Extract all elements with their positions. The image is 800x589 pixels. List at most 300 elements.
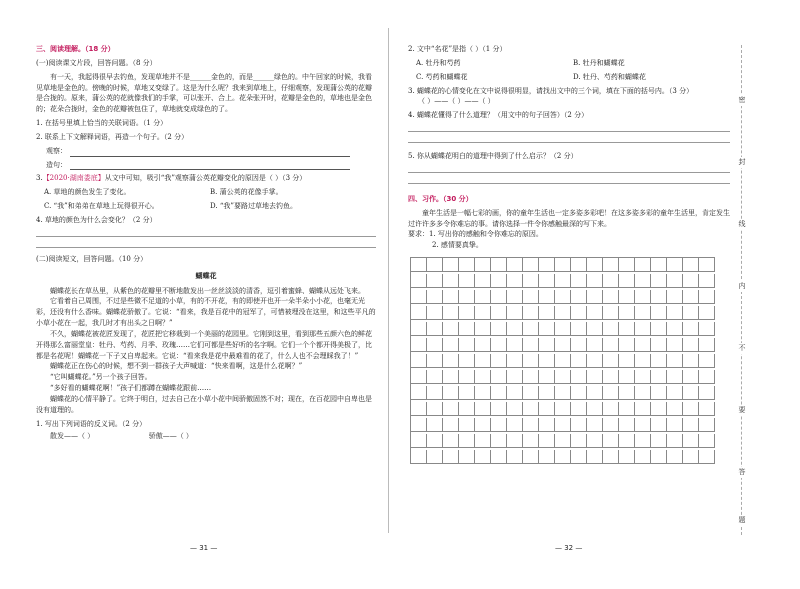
grid-cell[interactable] [699, 274, 715, 288]
grid-cell[interactable] [619, 290, 635, 304]
grid-cell[interactable] [667, 290, 683, 304]
grid-cell[interactable] [635, 258, 651, 272]
grid-cell[interactable] [587, 402, 603, 416]
grid-cell[interactable] [667, 322, 683, 336]
grid-cell[interactable] [491, 434, 507, 448]
grid-cell[interactable] [539, 434, 555, 448]
grid-cell[interactable] [603, 370, 619, 384]
grid-cell[interactable] [651, 258, 667, 272]
grid-cell[interactable] [699, 322, 715, 336]
grid-cell[interactable] [699, 306, 715, 320]
grid-cell[interactable] [459, 322, 475, 336]
grid-cell[interactable] [651, 434, 667, 448]
grid-cell[interactable] [603, 402, 619, 416]
grid-cell[interactable] [635, 290, 651, 304]
grid-cell[interactable] [651, 322, 667, 336]
grid-cell[interactable] [459, 434, 475, 448]
grid-cell[interactable] [491, 354, 507, 368]
grid-cell[interactable] [683, 322, 699, 336]
grid-cell[interactable] [411, 434, 427, 448]
grid-cell[interactable] [683, 354, 699, 368]
grid-cell[interactable] [571, 370, 587, 384]
grid-cell[interactable] [491, 258, 507, 272]
seal-char-4: 内 [738, 282, 746, 290]
right-q2-option-c[interactable]: C. 芍药和蝴蝶花 [416, 72, 468, 81]
grid-cell[interactable] [427, 290, 443, 304]
grid-cell[interactable] [683, 306, 699, 320]
grid-cell[interactable] [523, 290, 539, 304]
grid-cell[interactable] [507, 306, 523, 320]
grid-cell[interactable] [523, 434, 539, 448]
question-3 [36, 173, 376, 184]
grid-cell[interactable] [587, 386, 603, 400]
grid-cell[interactable] [475, 322, 491, 336]
grid-cell[interactable] [667, 258, 683, 272]
grid-cell[interactable] [619, 354, 635, 368]
grid-cell[interactable] [571, 386, 587, 400]
grid-cell[interactable] [411, 258, 427, 272]
grid-cell[interactable] [475, 306, 491, 320]
grid-cell[interactable] [571, 274, 587, 288]
right-q3-blanks[interactable]: （ ）——（ ）——（ ） [418, 97, 495, 106]
grid-cell[interactable] [603, 306, 619, 320]
grid-cell[interactable] [507, 402, 523, 416]
grid-cell[interactable] [635, 274, 651, 288]
q3-option-a[interactable]: A. 草地的颜色发生了变化。 [44, 188, 131, 197]
grid-cell[interactable] [667, 338, 683, 352]
grid-cell[interactable] [443, 274, 459, 288]
grid-cell[interactable] [443, 418, 459, 432]
grid-cell[interactable] [619, 306, 635, 320]
grid-cell[interactable] [587, 338, 603, 352]
story-para-4: 蝴蝶花正在伤心的时候，想不到一群孩子大声喊道：“快来看啊，这是什么花啊？” [50, 362, 303, 371]
grid-cell[interactable] [459, 306, 475, 320]
grid-cell[interactable] [539, 418, 555, 432]
grid-cell[interactable] [491, 338, 507, 352]
right-q5-answer-line-1[interactable] [408, 162, 730, 173]
grid-cell[interactable] [523, 274, 539, 288]
grid-cell[interactable] [555, 418, 571, 432]
grid-cell[interactable] [699, 258, 715, 272]
grid-cell[interactable] [667, 402, 683, 416]
grid-cell[interactable] [443, 386, 459, 400]
grid-cell[interactable] [539, 338, 555, 352]
grid-cell[interactable] [619, 450, 635, 464]
grid-cell[interactable] [635, 338, 651, 352]
grid-cell[interactable] [411, 354, 427, 368]
grid-cell[interactable] [683, 434, 699, 448]
writing-grid[interactable] [410, 257, 715, 464]
grid-cell[interactable] [523, 418, 539, 432]
grid-cell[interactable] [523, 338, 539, 352]
grid-cell[interactable] [427, 338, 443, 352]
grid-cell[interactable] [443, 370, 459, 384]
grid-cell[interactable] [683, 274, 699, 288]
right-q2-option-b[interactable]: B. 牡丹和蝴蝶花 [573, 58, 625, 67]
grid-cell[interactable] [635, 306, 651, 320]
grid-cell[interactable] [635, 386, 651, 400]
grid-cell[interactable] [555, 402, 571, 416]
sentence-label: 造句： [46, 160, 67, 169]
grid-cell[interactable] [651, 370, 667, 384]
grid-cell[interactable] [619, 370, 635, 384]
right-q4-answer-line-1[interactable] [408, 121, 730, 132]
observe-blank[interactable] [70, 149, 350, 157]
grid-cell[interactable] [699, 434, 715, 448]
q3-number: 3. [36, 174, 43, 183]
left-page [36, 44, 376, 442]
grid-cell[interactable] [475, 258, 491, 272]
grid-cell[interactable] [683, 290, 699, 304]
grid-cell[interactable] [619, 402, 635, 416]
grid-cell[interactable] [475, 370, 491, 384]
grid-cell[interactable] [459, 370, 475, 384]
grid-cell[interactable] [571, 402, 587, 416]
grid-cell[interactable] [699, 450, 715, 464]
q4-answer-line-1[interactable] [36, 226, 376, 237]
grid-cell[interactable] [619, 386, 635, 400]
grid-cell[interactable] [459, 354, 475, 368]
grid-cell[interactable] [587, 322, 603, 336]
grid-cell[interactable] [587, 258, 603, 272]
grid-cell[interactable] [491, 290, 507, 304]
grid-cell[interactable] [651, 354, 667, 368]
grid-cell[interactable] [619, 258, 635, 272]
grid-cell[interactable] [667, 370, 683, 384]
grid-cell[interactable] [555, 450, 571, 464]
grid-cell[interactable] [523, 370, 539, 384]
right-question-4: 4. 蝴蝶花懂得了什么道理？（用文中的句子回答）（2 分） [408, 111, 589, 120]
grid-cell[interactable] [587, 434, 603, 448]
grid-cell[interactable] [491, 418, 507, 432]
grid-cell[interactable] [683, 338, 699, 352]
grid-cell[interactable] [635, 370, 651, 384]
antonym-1[interactable]: 散发——（ ） [50, 432, 95, 441]
essay-requirement-1: 要求：1. 写出你的感触和令你难忘的原因。 [408, 230, 543, 239]
grid-cell[interactable] [651, 418, 667, 432]
grid-cell[interactable] [411, 418, 427, 432]
grid-cell[interactable] [443, 306, 459, 320]
grid-cell[interactable] [427, 450, 443, 464]
grid-cell[interactable] [443, 322, 459, 336]
right-q2-option-d[interactable]: D. 牡丹、芍药和蝴蝶花 [573, 72, 646, 81]
grid-cell[interactable] [539, 354, 555, 368]
grid-cell[interactable] [507, 258, 523, 272]
grid-cell[interactable] [539, 306, 555, 320]
grid-cell[interactable] [571, 354, 587, 368]
grid-cell[interactable] [411, 322, 427, 336]
q3-text: 从文中可知，吸引“我”观察蒲公英花瓣变化的原因是（ ）（3 分） [104, 174, 307, 183]
grid-cell[interactable] [603, 290, 619, 304]
grid-cell[interactable] [699, 386, 715, 400]
grid-cell[interactable] [539, 450, 555, 464]
story-para-3: 不久，蝴蝶花被花匠发现了，花匠把它移栽到一个美丽的花园里。它刚到这里，看到那些五颜六色的鲜花开得那么富丽堂皇：牡丹、芍药、月季、玫瑰……它们可都是些好听的名字啊。它们一个个都开得美极了，比都是名花呢！蝴蝶花一下子又自卑起来。它说：“看来我是花中最难看的花了，什么人也不会理睬我了！” [36, 329, 372, 360]
grid-cell[interactable] [523, 450, 539, 464]
grid-cell[interactable] [459, 258, 475, 272]
right-q2-options [416, 58, 730, 83]
grid-cell[interactable] [539, 322, 555, 336]
grid-cell[interactable] [635, 322, 651, 336]
grid-cell[interactable] [411, 338, 427, 352]
grid-cell[interactable] [603, 418, 619, 432]
grid-cell[interactable] [475, 418, 491, 432]
grid-cell[interactable] [475, 386, 491, 400]
grid-cell[interactable] [459, 338, 475, 352]
grid-cell[interactable] [587, 418, 603, 432]
grid-cell[interactable] [427, 306, 443, 320]
grid-cell[interactable] [443, 290, 459, 304]
question-2: 2. 联系上下文解释词语，再造一个句子。（2 分） [36, 132, 189, 141]
antonym-2[interactable]: 骄傲——（ ） [148, 432, 193, 441]
grid-cell[interactable] [411, 450, 427, 464]
q3-option-b[interactable]: B. 蒲公英的花像手掌。 [210, 188, 283, 197]
grid-cell[interactable] [667, 450, 683, 464]
grid-cell[interactable] [555, 386, 571, 400]
right-q5-answer-line-2[interactable] [408, 173, 730, 184]
grid-cell[interactable] [427, 354, 443, 368]
grid-cell[interactable] [683, 370, 699, 384]
right-page [408, 44, 730, 464]
grid-cell[interactable] [699, 402, 715, 416]
grid-cell[interactable] [651, 274, 667, 288]
grid-cell[interactable] [699, 418, 715, 432]
seal-char-2: 封 [738, 158, 746, 166]
grid-cell[interactable] [507, 450, 523, 464]
grid-cell[interactable] [411, 370, 427, 384]
grid-cell[interactable] [555, 258, 571, 272]
grid-cell[interactable] [587, 290, 603, 304]
grid-cell[interactable] [603, 338, 619, 352]
grid-cell[interactable] [491, 450, 507, 464]
grid-cell[interactable] [619, 434, 635, 448]
grid-cell[interactable] [651, 338, 667, 352]
grid-cell[interactable] [411, 290, 427, 304]
grid-cell[interactable] [475, 274, 491, 288]
grid-cell[interactable] [667, 274, 683, 288]
right-question-3: 3. 蝴蝶花的心情变化在文中说得很明显，请找出文中的三个词，填在下面的括号内。（3 分） [408, 86, 694, 95]
sentence-blank[interactable] [70, 162, 350, 170]
grid-cell[interactable] [571, 434, 587, 448]
grid-cell[interactable] [651, 386, 667, 400]
grid-cell[interactable] [443, 258, 459, 272]
grid-cell[interactable] [411, 306, 427, 320]
grid-cell[interactable] [507, 370, 523, 384]
page-number-left: — 31 — [190, 544, 218, 552]
essay-instructions: 童年生活是一幅七彩的画，你的童年生活也一定多姿多彩吧！在这多姿多彩的童年生活里，肯定发生过许许多多令你难忘的事。请你选择一件令你感触最深的写下来。 [408, 208, 730, 228]
grid-cell[interactable] [667, 354, 683, 368]
grid-cell[interactable] [651, 450, 667, 464]
grid-cell[interactable] [651, 306, 667, 320]
passage1-text: 有一天，我起得很早去钓鱼，发现草地并不是______金色的，而是______绿色的。中午回家的时候，我看见草地是金色的。傍晚的时候，草地又变绿了。这是为什么呢？我来到草地上，仔细观察，发现蒲公英的花瓣是合拢的。原来，蒲公英的花就像我们的手掌，可以张开、合上。花朵张开时，花瓣是金色的，草地也是金色的；花朵合拢时，金色的花瓣被包住了，草地就变成绿色的了。 [36, 72, 372, 114]
grid-cell[interactable] [683, 418, 699, 432]
grid-cell[interactable] [587, 370, 603, 384]
grid-cell[interactable] [603, 386, 619, 400]
q4-answer-line-2[interactable] [36, 237, 376, 248]
grid-cell[interactable] [507, 274, 523, 288]
grid-cell[interactable] [411, 386, 427, 400]
grid-cell[interactable] [475, 354, 491, 368]
seal-char-8: 题 [738, 516, 746, 524]
grid-cell[interactable] [411, 402, 427, 416]
grid-cell[interactable] [587, 354, 603, 368]
grid-cell[interactable] [427, 386, 443, 400]
grid-cell[interactable] [603, 258, 619, 272]
grid-cell[interactable] [651, 402, 667, 416]
grid-cell[interactable] [571, 322, 587, 336]
grid-cell[interactable] [571, 418, 587, 432]
grid-cell[interactable] [539, 258, 555, 272]
q3-option-c[interactable]: C. “我”和弟弟在草地上玩得很开心。 [44, 202, 159, 211]
grid-cell[interactable] [539, 370, 555, 384]
grid-cell[interactable] [539, 290, 555, 304]
grid-cell[interactable] [699, 370, 715, 384]
question-1: 1. 在括号里填上恰当的关联词语。（1 分） [36, 119, 168, 128]
grid-cell[interactable] [619, 274, 635, 288]
grid-cell[interactable] [555, 354, 571, 368]
grid-cell[interactable] [651, 290, 667, 304]
grid-cell[interactable] [475, 290, 491, 304]
grid-cell[interactable] [523, 386, 539, 400]
grid-cell[interactable] [507, 322, 523, 336]
grid-cell[interactable] [683, 386, 699, 400]
grid-cell[interactable] [699, 338, 715, 352]
grid-cell[interactable] [507, 338, 523, 352]
grid-cell[interactable] [539, 274, 555, 288]
grid-cell[interactable] [491, 370, 507, 384]
seal-char-7: 答 [738, 468, 746, 476]
grid-cell[interactable] [571, 290, 587, 304]
grid-cell[interactable] [555, 370, 571, 384]
story-para-6: “多好看的蝴蝶花啊！”孩子们都蹲在蝴蝶花跟前…… [50, 384, 212, 393]
grid-cell[interactable] [411, 274, 427, 288]
grid-cell[interactable] [475, 338, 491, 352]
seal-line [738, 45, 746, 535]
grid-cell[interactable] [619, 322, 635, 336]
grid-cell[interactable] [555, 434, 571, 448]
right-q4-answer-line-2[interactable] [408, 132, 730, 143]
grid-cell[interactable] [443, 434, 459, 448]
story-para-7: 蝴蝶花的心情平静了。它终于明白，过去自己在小草小花中间骄傲固然不对；现在，在百花园中自卑也是没有道理的。 [36, 394, 372, 414]
grid-cell[interactable] [443, 402, 459, 416]
grid-cell[interactable] [459, 386, 475, 400]
grid-cell[interactable] [555, 290, 571, 304]
grid-cell[interactable] [571, 258, 587, 272]
q3-option-d[interactable]: D. “我”要路过草地去钓鱼。 [210, 202, 297, 211]
part2-question-1: 1. 写出下列词语的反义词。（2 分） [36, 419, 147, 428]
grid-cell[interactable] [603, 274, 619, 288]
grid-cell[interactable] [443, 338, 459, 352]
grid-cell[interactable] [491, 386, 507, 400]
grid-cell[interactable] [699, 354, 715, 368]
grid-cell[interactable] [427, 274, 443, 288]
grid-cell[interactable] [459, 274, 475, 288]
grid-cell[interactable] [539, 402, 555, 416]
answer-row-observe[interactable] [46, 146, 376, 157]
right-question-2: 2. 文中“名花”是指（ ）（1 分） [408, 45, 507, 53]
grid-cell[interactable] [667, 418, 683, 432]
grid-cell[interactable] [571, 338, 587, 352]
grid-cell[interactable] [603, 450, 619, 464]
grid-cell[interactable] [523, 306, 539, 320]
grid-cell[interactable] [491, 402, 507, 416]
grid-cell[interactable] [603, 354, 619, 368]
grid-cell[interactable] [635, 354, 651, 368]
grid-cell[interactable] [523, 322, 539, 336]
grid-cell[interactable] [475, 450, 491, 464]
grid-cell[interactable] [459, 290, 475, 304]
grid-cell[interactable] [459, 450, 475, 464]
grid-cell[interactable] [635, 434, 651, 448]
grid-cell[interactable] [667, 306, 683, 320]
grid-cell[interactable] [491, 274, 507, 288]
grid-cell[interactable] [683, 450, 699, 464]
grid-cell[interactable] [587, 274, 603, 288]
part1-heading: (一)阅读课文片段，回答问题。（8 分） [36, 58, 157, 67]
grid-cell[interactable] [683, 258, 699, 272]
grid-cell[interactable] [571, 450, 587, 464]
grid-cell[interactable] [491, 306, 507, 320]
grid-cell[interactable] [459, 418, 475, 432]
grid-cell[interactable] [587, 306, 603, 320]
answer-row-sentence[interactable] [46, 160, 376, 171]
grid-cell[interactable] [603, 322, 619, 336]
grid-cell[interactable] [427, 370, 443, 384]
grid-cell[interactable] [635, 450, 651, 464]
right-q2-option-a[interactable]: A. 牡丹和芍药 [416, 58, 461, 67]
grid-cell[interactable] [699, 290, 715, 304]
grid-cell[interactable] [427, 402, 443, 416]
grid-cell[interactable] [427, 322, 443, 336]
grid-cell[interactable] [619, 418, 635, 432]
grid-cell[interactable] [475, 434, 491, 448]
grid-cell[interactable] [683, 402, 699, 416]
grid-cell[interactable] [555, 322, 571, 336]
grid-cell[interactable] [443, 450, 459, 464]
grid-cell[interactable] [539, 386, 555, 400]
grid-cell[interactable] [555, 274, 571, 288]
grid-cell[interactable] [507, 354, 523, 368]
grid-cell[interactable] [491, 322, 507, 336]
grid-cell[interactable] [667, 386, 683, 400]
grid-cell[interactable] [523, 258, 539, 272]
grid-cell[interactable] [443, 354, 459, 368]
grid-cell[interactable] [587, 450, 603, 464]
grid-cell[interactable] [459, 402, 475, 416]
grid-cell[interactable] [555, 338, 571, 352]
grid-cell[interactable] [523, 402, 539, 416]
grid-cell[interactable] [507, 418, 523, 432]
grid-cell[interactable] [507, 434, 523, 448]
grid-cell[interactable] [507, 290, 523, 304]
question-4: 4. 草地的颜色为什么会变化？（2 分） [36, 215, 157, 224]
grid-cell[interactable] [507, 386, 523, 400]
grid-cell[interactable] [571, 306, 587, 320]
grid-cell[interactable] [427, 434, 443, 448]
grid-cell[interactable] [555, 306, 571, 320]
right-question-5: 5. 你从蝴蝶花明白的道理中得到了什么启示？（2 分） [408, 152, 578, 161]
seal-char-3: 线 [738, 220, 746, 228]
grid-cell[interactable] [635, 402, 651, 416]
grid-cell[interactable] [427, 258, 443, 272]
grid-cell[interactable] [619, 338, 635, 352]
q3-options [44, 187, 376, 212]
grid-cell[interactable] [603, 434, 619, 448]
grid-cell[interactable] [427, 418, 443, 432]
grid-cell[interactable] [667, 434, 683, 448]
grid-cell[interactable] [635, 418, 651, 432]
grid-cell[interactable] [475, 402, 491, 416]
grid-cell[interactable] [523, 354, 539, 368]
